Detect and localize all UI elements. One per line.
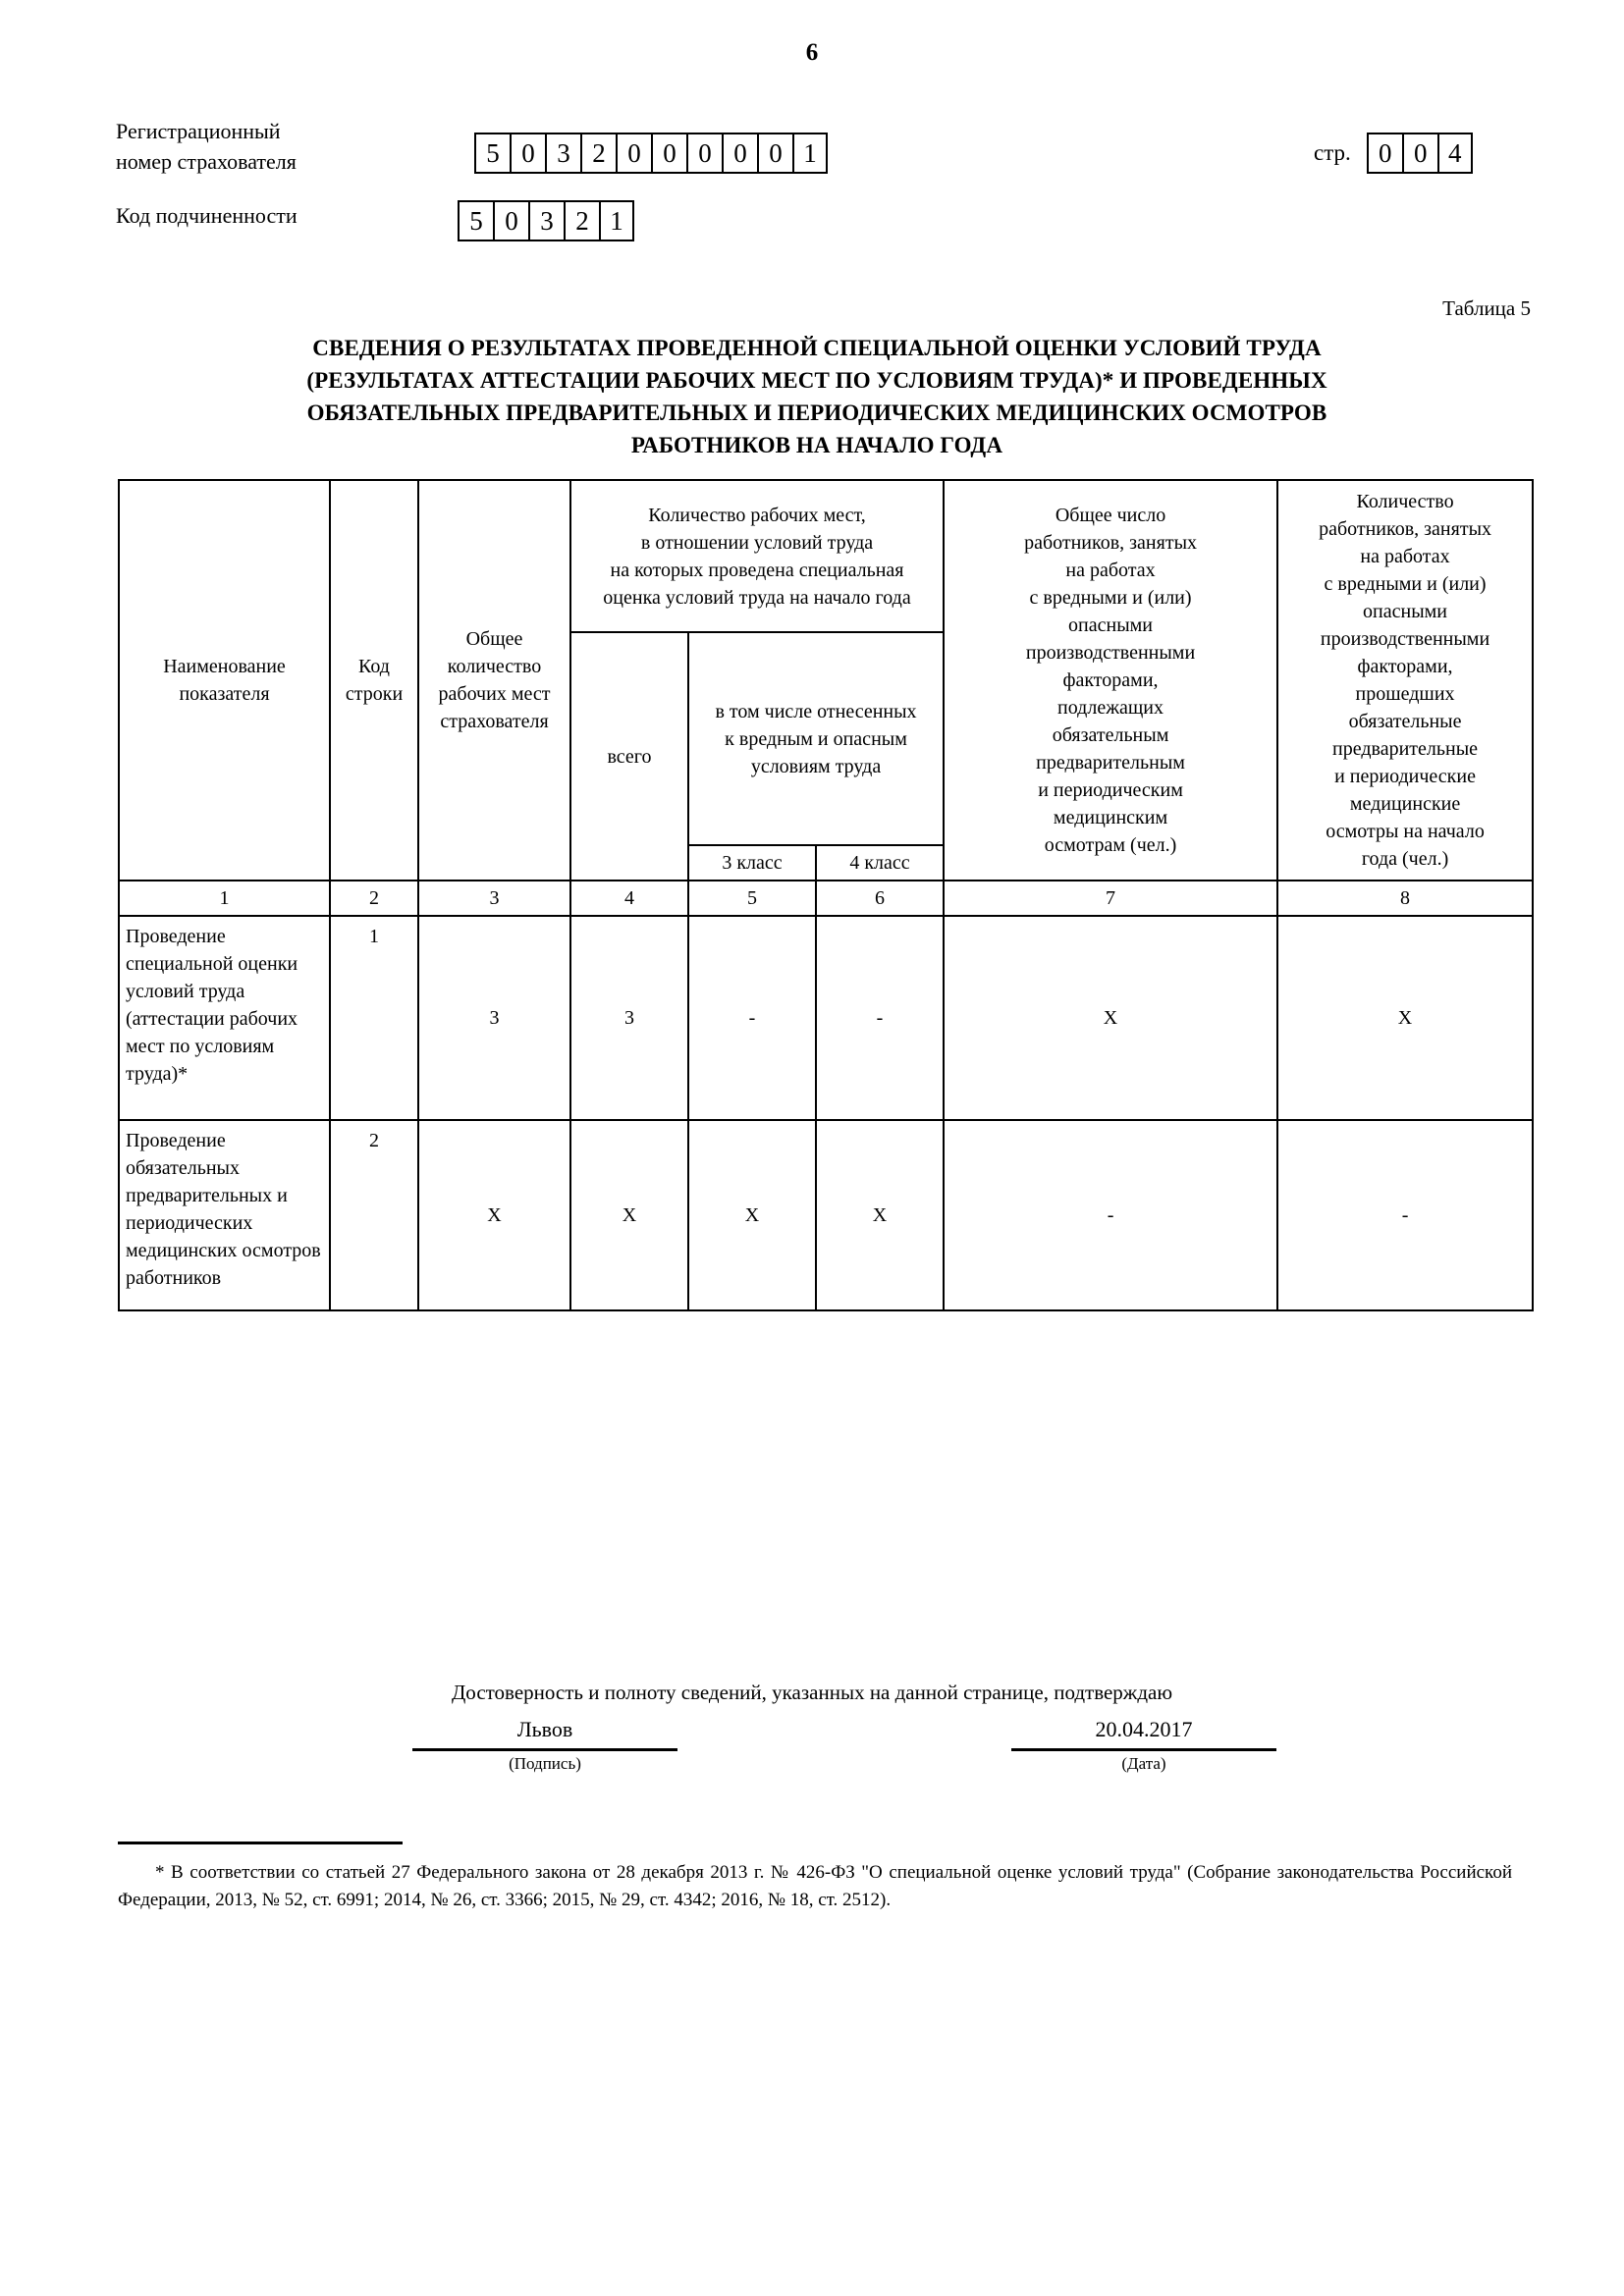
- row-1-col-7[interactable]: X: [944, 916, 1277, 1120]
- subordination-code-row: [116, 200, 1530, 245]
- subordination-code-boxes[interactable]: [458, 200, 634, 241]
- column-number-2: 2: [330, 881, 418, 916]
- footnote-divider: [118, 1842, 403, 1844]
- header-col-8: Количество работников, занятых на работах с вредными и (или) опасными производственными факторами, прошедших обязательные предварительные и периодические медицинские осмотры на начало года (чел.): [1277, 480, 1533, 881]
- row-1-code: 1: [330, 916, 418, 1120]
- page-marker-label: стр.: [1314, 140, 1351, 165]
- digit-cell[interactable]: 5: [474, 133, 510, 174]
- header-row-1: [119, 480, 1533, 632]
- signature-row: [0, 1716, 1624, 1794]
- digit-cell[interactable]: 0: [1367, 133, 1402, 174]
- row-2-code: 2: [330, 1120, 418, 1310]
- title-line-2: (РЕЗУЛЬТАТАХ АТТЕСТАЦИИ РАБОЧИХ МЕСТ ПО УСЛОВИЯМ ТРУДА)* И ПРОВЕДЕННЫХ: [306, 368, 1327, 393]
- title-line-1: СВЕДЕНИЯ О РЕЗУЛЬТАТАХ ПРОВЕДЕННОЙ СПЕЦИАЛЬНОЙ ОЦЕНКИ УСЛОВИЙ ТРУДА: [312, 336, 1322, 360]
- registration-label-line-2: номер страхователя: [116, 149, 297, 174]
- digit-cell[interactable]: 0: [510, 133, 545, 174]
- digit-cell[interactable]: 1: [599, 200, 634, 241]
- row-2-name: Проведение обязательных предварительных и периодических медицинских осмотров работников: [119, 1120, 330, 1310]
- column-number-5: 5: [688, 881, 816, 916]
- row-2-col-3[interactable]: X: [418, 1120, 570, 1310]
- row-2-col-6[interactable]: X: [816, 1120, 944, 1310]
- header-col-2: Код строки: [330, 480, 418, 881]
- special-assessment-table: [118, 479, 1534, 1311]
- table-row: [119, 1120, 1533, 1310]
- table-number-label: Таблица 5: [1442, 296, 1531, 320]
- digit-cell[interactable]: 4: [1437, 133, 1473, 174]
- row-2-col-5[interactable]: X: [688, 1120, 816, 1310]
- page-title: [125, 332, 1509, 461]
- subordination-code-label: Код подчиненности: [116, 203, 298, 228]
- registration-number-boxes[interactable]: [474, 133, 828, 174]
- header-col-5: 3 класс: [688, 845, 816, 881]
- column-number-4: 4: [570, 881, 688, 916]
- column-number-3: 3: [418, 881, 570, 916]
- column-number-row: [119, 881, 1533, 916]
- footnote-body: * В соответствии со статьей 27 Федерального закона от 28 декабря 2013 г. № 426-ФЗ "О специальной оценке условий труда" (Собрание законодательства Российской Федерации, 2013, № 52, ст. 6991; 2014, № 26, ст. 3366; 2015, № 29, ст. 4342; 2016, № 18, ст. 2512).: [118, 1862, 1512, 1910]
- row-1-col-5[interactable]: -: [688, 916, 816, 1120]
- date-underline: [1011, 1745, 1276, 1751]
- column-number-1: 1: [119, 881, 330, 916]
- row-2-col-4[interactable]: X: [570, 1120, 688, 1310]
- date-field: [1011, 1716, 1276, 1774]
- header-group-56: в том числе отнесенных к вредным и опасным условиям труда: [688, 632, 944, 845]
- row-1-col-4[interactable]: 3: [570, 916, 688, 1120]
- identification-block: [116, 116, 1530, 245]
- signature-value[interactable]: Львов: [516, 1717, 573, 1741]
- digit-cell[interactable]: 0: [493, 200, 528, 241]
- digit-cell[interactable]: 5: [458, 200, 493, 241]
- signature-caption: (Подпись): [509, 1754, 581, 1773]
- row-1-col-6[interactable]: -: [816, 916, 944, 1120]
- digit-cell[interactable]: 3: [545, 133, 580, 174]
- confirmation-statement: Достоверность и полноту сведений, указанных на данной странице, подтверждаю: [451, 1681, 1173, 1704]
- digit-cell[interactable]: 0: [757, 133, 792, 174]
- header-col-6: 4 класс: [816, 845, 944, 881]
- date-caption: (Дата): [1121, 1754, 1166, 1773]
- row-2-col-8[interactable]: -: [1277, 1120, 1533, 1310]
- row-1-col-3[interactable]: 3: [418, 916, 570, 1120]
- digit-cell[interactable]: 0: [722, 133, 757, 174]
- row-2-col-7[interactable]: -: [944, 1120, 1277, 1310]
- row-1-col-8[interactable]: X: [1277, 916, 1533, 1120]
- digit-cell[interactable]: 2: [580, 133, 616, 174]
- title-line-4: РАБОТНИКОВ НА НАЧАЛО ГОДА: [630, 433, 1003, 457]
- column-number-8: 8: [1277, 881, 1533, 916]
- header-col-7: Общее число работников, занятых на работах с вредными и (или) опасными производственными факторами, подлежащих обязательным предварительным и периодическим медицинским осмотрам (чел.): [944, 480, 1277, 881]
- column-number-7: 7: [944, 881, 1277, 916]
- header-col-4: всего: [570, 632, 688, 881]
- column-number-6: 6: [816, 881, 944, 916]
- registration-label-line-1: Регистрационный: [116, 119, 281, 143]
- registration-number-label: [116, 116, 440, 177]
- page-marker: [1314, 133, 1473, 174]
- header-col-1: Наименование показателя: [119, 480, 330, 881]
- footnote-text: [118, 1859, 1512, 1914]
- digit-cell[interactable]: 0: [1402, 133, 1437, 174]
- title-line-3: ОБЯЗАТЕЛЬНЫХ ПРЕДВАРИТЕЛЬНЫХ И ПЕРИОДИЧЕСКИХ МЕДИЦИНСКИХ ОСМОТРОВ: [306, 400, 1327, 425]
- page-number: 6: [805, 39, 819, 66]
- signature-field: [412, 1716, 677, 1774]
- digit-cell[interactable]: 0: [651, 133, 686, 174]
- digit-cell[interactable]: 3: [528, 200, 564, 241]
- registration-number-row: [116, 116, 1530, 177]
- row-1-name: Проведение специальной оценки условий труда (аттестации рабочих мест по условиям труда)*: [119, 916, 330, 1120]
- table-row: [119, 916, 1533, 1120]
- header-group-456: Количество рабочих мест, в отношении условий труда на которых проведена специальная оценка условий труда на начало года: [570, 480, 944, 632]
- header-col-3: Общее количество рабочих мест страхователя: [418, 480, 570, 881]
- signature-underline: [412, 1745, 677, 1751]
- digit-cell[interactable]: 0: [616, 133, 651, 174]
- digit-cell[interactable]: 1: [792, 133, 828, 174]
- page-marker-boxes[interactable]: [1367, 133, 1473, 174]
- digit-cell[interactable]: 0: [686, 133, 722, 174]
- date-value[interactable]: 20.04.2017: [1095, 1717, 1193, 1741]
- digit-cell[interactable]: 2: [564, 200, 599, 241]
